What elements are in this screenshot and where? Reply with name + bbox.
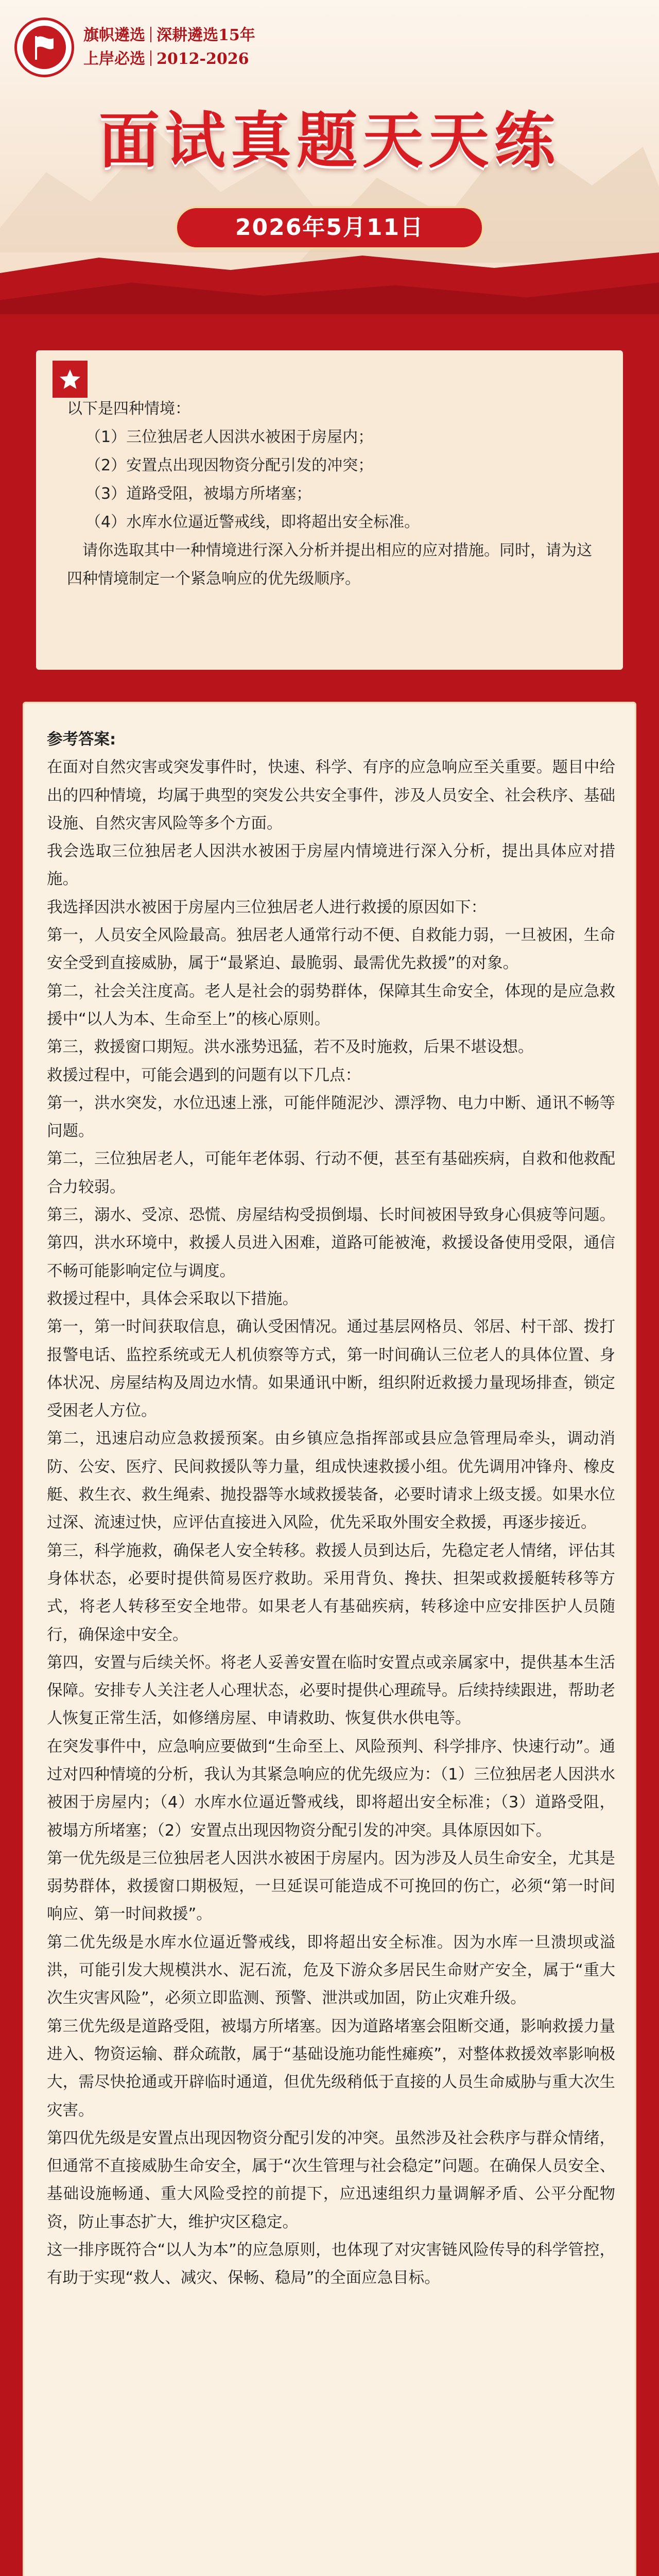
answer-paragraph: 第二，三位独居老人，可能年老体弱、行动不便，甚至有基础疾病，自救和他救配合力较弱。 bbox=[47, 1150, 615, 1196]
brand-tagline: 深耕遴选15年 bbox=[157, 26, 255, 44]
answer-paragraph: 第二，迅速启动应急救援预案。由乡镇应急指挥部或县应急管理局牵头，调动消防、公安、医疗、民间救援队等力量，组成快速救援小组。优先调用冲锋舟、橡皮艇、救生衣、救生绳索、抛投器等水域救援装备，必要时请求上级支援。如果水位过深、流速过快，应评估直接进入风险，优先采取外围安全救援，再逐步接近。 bbox=[47, 1430, 615, 1532]
question-item: （4）水库水位逼近警戒线，即将超出安全标准。 bbox=[85, 513, 420, 531]
answer-paragraph: 第四，安置与后续关怀。将老人妥善安置在临时安置点或亲属家中，提供基本生活保障。安排专人关注老人心理状态，必要时提供心理疏导。后续持续跟进，帮助老人恢复正常生活，如修缮房屋、申请救助、恢复供水供电等。 bbox=[47, 1653, 615, 1728]
answer-paragraph: 第四优先级是安置点出现因物资分配引发的冲突。虽然涉及社会秩序与群众情绪，但通常不直接威胁生命安全，属于“次生管理与社会稳定”问题。在确保人员安全、基础设施畅通、重大风险受控的前提下，应迅速组织力量调解矛盾、公平分配物资，防止事态扩大，维护灾区稳定。 bbox=[47, 2129, 615, 2231]
answer-paragraph: 第三，救援窗口期短。洪水涨势迅猛，若不及时施救，后果不堪设想。 bbox=[47, 1038, 534, 1057]
brand-slogan: 上岸必选 bbox=[83, 50, 145, 68]
question-item: （2）安置点出现因物资分配引发的冲突； bbox=[85, 456, 374, 474]
star-icon bbox=[53, 361, 88, 398]
question-card bbox=[36, 350, 623, 670]
answer-paragraph: 救援过程中，可能会遇到的问题有以下几点： bbox=[47, 1066, 361, 1084]
question-item: （1）三位独居老人因洪水被困于房屋内； bbox=[85, 428, 374, 446]
brand-text bbox=[83, 24, 255, 71]
brand bbox=[14, 18, 255, 77]
answer-paragraph: 我选择因洪水被困于房屋内三位独居老人进行救援的原因如下： bbox=[47, 898, 487, 917]
brand-years: 2012-2026 bbox=[157, 50, 249, 68]
question-intro: 以下是四种情境： bbox=[67, 400, 190, 418]
answer-paragraph: 第一，洪水突发，水位迅速上涨，可能伴随泥沙、漂浮物、电力中断、通讯不畅等问题。 bbox=[47, 1094, 615, 1141]
answer-paragraph: 第三优先级是道路受阻，被塌方所堵塞。因为道路堵塞会阻断交通，影响救援力量进入、物资运输、群众疏散，属于“基础设施功能性瘫痪”，对整体救援效率影响极大，需尽快抢通或开辟临时通道，但优先级稍低于直接的人员生命威胁与重大次生灾害。 bbox=[47, 2017, 615, 2120]
flag-emblem-icon bbox=[14, 18, 74, 77]
answer-paragraph: 救援过程中，具体会采取以下措施。 bbox=[47, 1290, 298, 1308]
question-prompt: 请你选取其中一种情境进行深入分析并提出相应的应对措施。同时，请为这四种情境制定一个紧急响应的优先级顺序。 bbox=[67, 541, 592, 588]
answer-paragraph: 第三，溺水、受凉、恐慌、房屋结构受损倒塌、长时间被困导致身心俱疲等问题。第四，洪水环境中，救援人员进入困难，道路可能被淹，救援设备使用受限，通信不畅可能影响定位与调度。 bbox=[47, 1206, 615, 1280]
question-item: （3）道路受阻，被塌方所堵塞； bbox=[85, 485, 312, 503]
answer-paragraph: 在突发事件中，应急响应要做到“生命至上、风险预判、科学排序、快速行动”。通过对四种情境的分析，我认为其紧急响应的优先级应为：（1）三位独居老人因洪水被困于房屋内；（4）水库水位逼近警戒线，即将超出安全标准；（3）道路受阻，被塌方所堵塞；（2）安置点出现因物资分配引发的冲突。具体原因如下。 bbox=[47, 1737, 615, 1840]
brand-name: 旗帜遴选 bbox=[83, 26, 145, 44]
answer-paragraph: 这一排序既符合“以人为本”的应急原则，也体现了对灾害链风险传导的科学管控，有助于实现“救人、减灾、保畅、稳局”的全面应急目标。 bbox=[47, 2241, 615, 2287]
answer-paragraph: 第二，社会关注度高。老人是社会的弱势群体，保障其生命安全，体现的是应急救援中“以人为本、生命至上”的核心原则。 bbox=[47, 982, 615, 1028]
date-badge: 2026年5月11日 bbox=[175, 206, 484, 249]
answer-paragraph: 我会选取三位独居老人因洪水被困于房屋内情境进行深入分析，提出具体应对措施。 bbox=[47, 842, 615, 889]
answer-paragraph: 第一优先级是三位独居老人因洪水被困于房屋内。因为涉及人员生命安全，尤其是弱势群体，救援窗口期极短，一旦延误可能造成不可挽回的伤亡，必须“第一时间响应、第一时间救援”。 bbox=[47, 1849, 615, 1924]
answer-paragraph: 第三，科学施救，确保老人安全转移。救援人员到达后，先稳定老人情绪，评估其身体状态，必要时提供简易医疗救助。采用背负、搀扶、担架或救援艇转移等方式，将老人转移至安全地带。如果老人有基础疾病，转移途中应安排医护人员随行，确保途中安全。 bbox=[47, 1541, 615, 1644]
answer-paragraph: 第二优先级是水库水位逼近警戒线，即将超出安全标准。因为水库一旦溃坝或溢洪，可能引发大规模洪水、泥石流，危及下游众多居民生命财产安全，属于“重大次生灾害风险”，必须立即监测、预警、泄洪或加固，防止灾难升级。 bbox=[47, 1933, 615, 2008]
answer-paragraph: 第一，第一时间获取信息，确认受困情况。通过基层网格员、邻居、村干部、拨打报警电话、监控系统或无人机侦察等方式，第一时间确认三位老人的具体位置、身体状况、房屋结构及周边水情。如果通讯中断，组织附近救援力量现场排查，锁定受困老人方位。 bbox=[47, 1318, 615, 1420]
question-body bbox=[67, 395, 602, 593]
header-hero bbox=[0, 0, 659, 314]
answer-paragraph: 第一，人员安全风险最高。独居老人通常行动不便、自救能力弱，一旦被困，生命安全受到直接威胁，属于“最紧迫、最脆弱、最需优先救援”的对象。 bbox=[47, 926, 615, 973]
page-title: 面试真题天天练 bbox=[98, 105, 560, 176]
answer-body bbox=[47, 726, 615, 2293]
answer-paragraph: 在面对自然灾害或突发事件时，快速、科学、有序的应急响应至关重要。题目中给出的四种情境，均属于典型的突发公共安全事件，涉及人员安全、社会秩序、基础设施、自然灾害风险等多个方面。 bbox=[47, 758, 615, 833]
answer-card bbox=[23, 702, 636, 2576]
answer-heading: 参考答案: bbox=[47, 731, 116, 749]
